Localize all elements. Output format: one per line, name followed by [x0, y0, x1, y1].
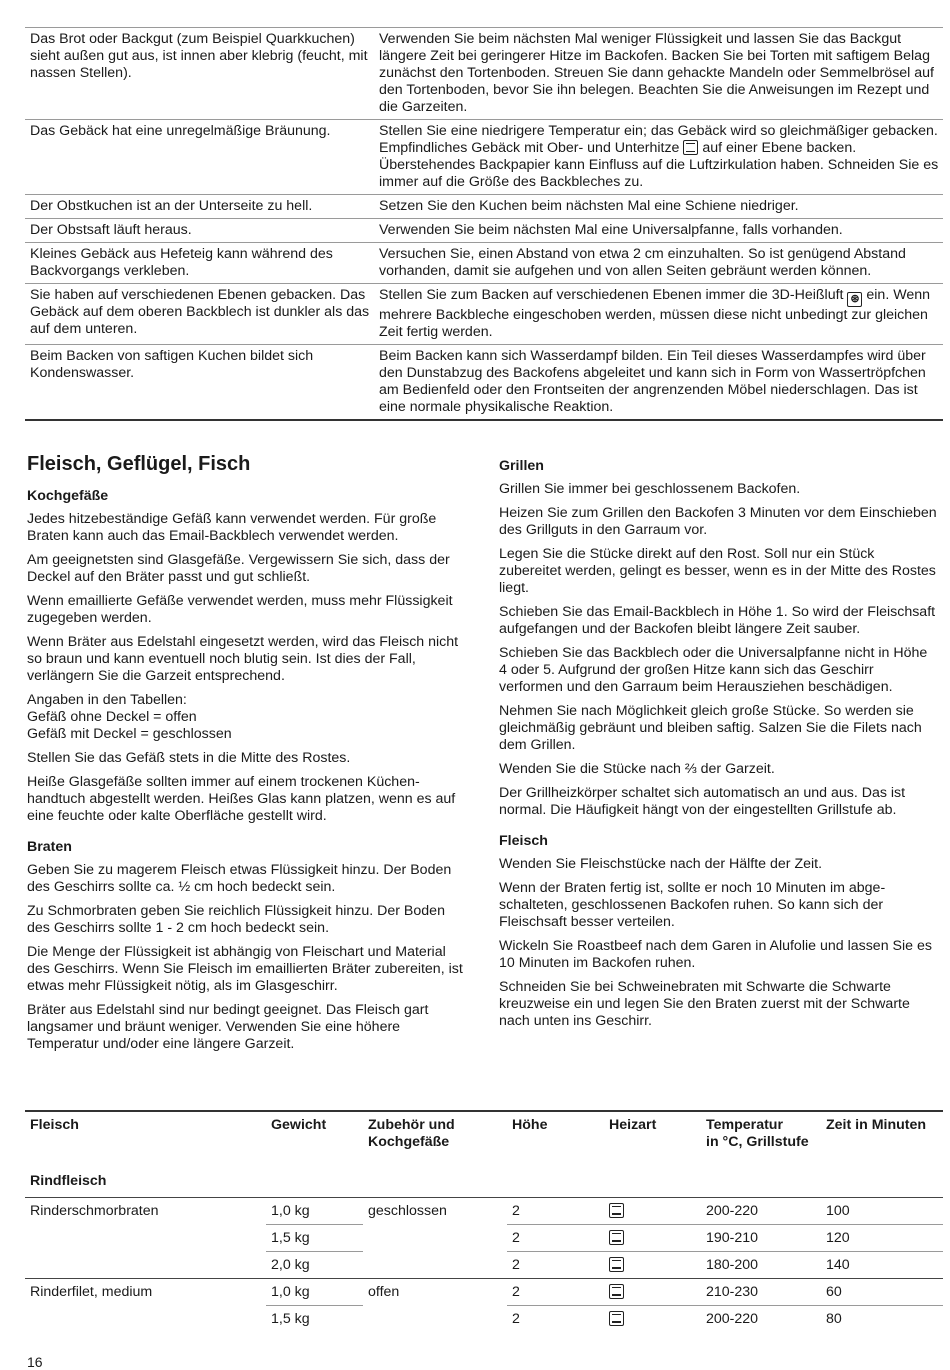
cell-accessory [363, 1251, 507, 1278]
cell-level: 2 [507, 1197, 604, 1224]
solution-cell [375, 284, 943, 345]
meat-cooking-table [25, 1110, 943, 1332]
cell-heat-mode [604, 1197, 701, 1224]
top-bottom-heat-icon [609, 1257, 624, 1272]
solution-cell: Beim Backen kann sich Wasserdampf bilden. Ein Teil dieses Wasserdampfes wird über den Dunstabzug des Backofens abgeleitet und kann sich in Form von Wassertröpfchen am Bedienfeld oder den Frontseiten der angrenzenden Möbel niederschlagen. Das ist eine normale physikalische Reaktion. [375, 345, 943, 421]
cell-heat-mode [604, 1251, 701, 1278]
top-bottom-heat-icon [609, 1203, 624, 1218]
subheading-braten: Braten [27, 839, 72, 855]
cell-temp: 200-220 [701, 1305, 821, 1332]
cell-weight: 2,0 kg [266, 1251, 363, 1278]
right-column [499, 458, 939, 1037]
table-row [25, 195, 943, 219]
problem-cell: Sie haben auf verschiedenen Ebenen gebacken. Das Gebäck auf dem oberen Backblech ist dunkler als das auf dem unteren. [25, 284, 375, 345]
paragraph: Geben Sie zu magerem Fleisch etwas Flüssigkeit hinzu. Der Boden des Geschirrs sollte ca. ½ cm hoch bedeckt sein. [27, 862, 452, 895]
problem-cell: Der Obstkuchen ist an der Unterseite zu hell. [25, 195, 375, 219]
legend-paragraph [27, 692, 467, 743]
paragraph: Zu Schmorbraten geben Sie reichlich Flüssigkeit hinzu. Der Boden des Geschirrs sollte 1 - 2 cm hoch bedeckt sein. [27, 903, 445, 936]
header-line: Temperatur [706, 1117, 783, 1133]
table-row [25, 120, 943, 195]
paragraph: Schieben Sie das Backblech oder die Universalpfanne nicht in Höhe 4 oder 5. Aufgrund der großen Hitze kann sich das Geschirr verformen und den Garraum beim Herausziehen beschädigen. [499, 645, 928, 695]
paragraph: Nehmen Sie nach Möglichkeit gleich große Stücke. So werden sie gleichmäßig gebräunt und bleiben saftig. Salzen Sie die Filets nach dem Grillen. [499, 703, 922, 753]
cell-name: Rinderschmorbraten [25, 1197, 266, 1224]
column-header-zeit: Zeit in Minuten [821, 1111, 943, 1155]
paragraph: Wenn emaillierte Gefäße verwendet werden, muss mehr Flüssigkeit zugegeben werden. [27, 593, 453, 626]
table-row [25, 219, 943, 243]
legend-line: Gefäß ohne Deckel = offen [27, 709, 197, 725]
cell-accessory [363, 1224, 507, 1251]
cell-weight: 1,5 kg [266, 1305, 363, 1332]
cell-time: 120 [821, 1224, 943, 1251]
subheading-fleisch: Fleisch [499, 833, 548, 849]
solution-cell: Setzen Sie den Kuchen beim nächsten Mal eine Schiene niedriger. [375, 195, 943, 219]
solution-text: Stellen Sie eine niedrigere Temperatur ein; das Gebäck wird so gleichmäßiger gebacken. Empfindliches Gebäck mit Ober- und Unterhitze [379, 123, 938, 156]
cell-name: Rinderfilet, medium [25, 1278, 266, 1305]
paragraph: Legen Sie die Stücke direkt auf den Rost. Soll nur ein Stück zubereitet werden, gelingt es besser, wenn es in der Mitte des Rostes liegt. [499, 546, 936, 596]
table-row [25, 284, 943, 345]
cell-time: 140 [821, 1251, 943, 1278]
cell-time: 80 [821, 1305, 943, 1332]
cell-heat-mode [604, 1305, 701, 1332]
column-header-fleisch: Fleisch [25, 1111, 266, 1155]
column-header-zubehoer [363, 1111, 507, 1155]
solution-text: ein. Wenn mehrere Backbleche eingeschoben werden, müssen diese nicht unbedingt zur gleichen Zeit fertig werden. [379, 287, 931, 340]
section-title: Fleisch, Geflügel, Fisch [27, 453, 251, 475]
cell-time: 60 [821, 1278, 943, 1305]
cell-time: 100 [821, 1197, 943, 1224]
cell-heat-mode [604, 1278, 701, 1305]
legend-line: Gefäß mit Deckel = geschlossen [27, 726, 232, 742]
column-header-heizart: Heizart [604, 1111, 701, 1155]
cell-temp: 200-220 [701, 1197, 821, 1224]
header-line: in °C, Grillstufe [706, 1134, 809, 1150]
table-row [25, 1251, 943, 1278]
cell-accessory: offen [363, 1278, 507, 1305]
cell-temp: 210-230 [701, 1278, 821, 1305]
cell-accessory [363, 1305, 507, 1332]
cell-name [25, 1305, 266, 1332]
paragraph: Schneiden Sie bei Schweinebraten mit Schwarte die Schwarte kreuzweise ein und legen Sie den Braten zuerst mit der Schwarte nach unten ins Geschirr. [499, 979, 910, 1029]
top-bottom-heat-icon [683, 140, 698, 155]
paragraph: Der Grillheizkörper schaltet sich automatisch an und aus. Das ist normal. Die Häufigkeit hängt von der eingestellten Grillstufe ab. [499, 785, 906, 818]
paragraph: Grillen Sie immer bei geschlossenem Backofen. [499, 481, 801, 497]
top-bottom-heat-icon [609, 1311, 624, 1326]
paragraph: Wenn Bräter aus Edelstahl eingesetzt werden, wird das Fleisch nicht so braun und kann eventuell noch blutig sein. Ist dies der Fall, verlängern Sie die Garzeit entsprechend. [27, 634, 459, 684]
column-header-hoehe: Höhe [507, 1111, 604, 1155]
paragraph: Schieben Sie das Email-Backblech in Höhe 1. So wird der Fleischsaft aufgefangen und der Backofen bleibt längere Zeit sauber. [499, 604, 936, 637]
paragraph: Bräter aus Edelstahl sind nur bedingt geeignet. Das Fleisch gart langsamer und bräunt weniger. Verwenden Sie eine höhere Temperatur und/oder eine längere Garzeit. [27, 1002, 429, 1052]
cell-heat-mode [604, 1224, 701, 1251]
cell-temp: 180-200 [701, 1251, 821, 1278]
page-number: 16 [27, 1354, 43, 1370]
cell-name [25, 1224, 266, 1251]
header-line: Zubehör und [368, 1117, 455, 1133]
header-line: Kochgefäße [368, 1134, 450, 1150]
table-row [25, 243, 943, 284]
paragraph: Wenden Sie die Stücke nach ⅔ der Garzeit. [499, 761, 775, 777]
subheading-grillen: Grillen [499, 458, 544, 474]
problem-cell: Das Gebäck hat eine unregelmäßige Bräunung. [25, 120, 375, 195]
problem-cell: Kleines Gebäck aus Hefeteig kann während des Backvorgangs verkleben. [25, 243, 375, 284]
cell-weight: 1,0 kg [266, 1197, 363, 1224]
cell-name [25, 1251, 266, 1278]
cell-level: 2 [507, 1224, 604, 1251]
top-bottom-heat-icon [609, 1284, 624, 1299]
paragraph: Am geeignetsten sind Glasgefäße. Vergewissern Sie sich, dass der Deckel auf den Bräter passt und gut schließt. [27, 552, 450, 585]
paragraph: Stellen Sie das Gefäß stets in die Mitte des Rostes. [27, 750, 351, 766]
troubleshooting-table [25, 27, 943, 421]
legend-line: Angaben in den Tabellen: [27, 692, 187, 708]
paragraph: Heiße Glasgefäße sollten immer auf einem trockenen Küchenhandtuch abgestellt werden. Heißes Glas kann platzen, wenn es auf eine feuchte oder kalte Oberfläche gestellt wird. [27, 774, 456, 824]
problem-cell: Der Obstsaft läuft heraus. [25, 219, 375, 243]
paragraph: Heizen Sie zum Grillen den Backofen 3 Minuten vor dem Einschieben des Grillguts in den Garraum vor. [499, 505, 937, 538]
table-header-row [25, 1111, 943, 1155]
solution-cell: Verwenden Sie beim nächsten Mal weniger Flüssigkeit und lassen Sie das Backgut längere Zeit bei geringerer Hitze im Backofen. Backen Sie bei Torten mit saftigem Belag zunächst den Tortenboden. Streuen Sie dann gehackte Mandeln oder Semmelbrösel auf den Tortenboden, bevor Sie ihn belegen. Beachten Sie die Anweisungen im Rezept und die Garzeiten. [375, 28, 943, 120]
left-column [27, 452, 467, 1060]
paragraph: Jedes hitzebeständige Gefäß kann verwendet werden. Für große Braten kann auch das Email-Backblech verwendet werden. [27, 511, 437, 544]
table-row [25, 1224, 943, 1251]
cell-level: 2 [507, 1305, 604, 1332]
solution-text: Stellen Sie zum Backen auf verschiedenen Ebenen immer die 3D-Heißluft [379, 287, 844, 303]
cell-level: 2 [507, 1251, 604, 1278]
solution-text: auf einer Ebene backen. Überstehendes Backpapier kann Einfluss auf die Luftzirkulation haben. Schneiden Sie es immer auf die Größe des Backbleches zu. [379, 140, 939, 190]
problem-cell: Das Brot oder Backgut (zum Beispiel Quarkkuchen) sieht außen gut aus, ist innen aber klebrig (feucht, mit nassen Stellen). [25, 28, 375, 120]
paragraph: Wenden Sie Fleischstücke nach der Hälfte der Zeit. [499, 856, 823, 872]
top-bottom-heat-icon [609, 1230, 624, 1245]
paragraph: Wenn der Braten fertig ist, sollte er noch 10 Minuten im abgeschalteten, geschlossenen Backofen ruhen. So kann sich der Fleischsaft besser verteilen. [499, 880, 886, 930]
subheading-kochgefaesse: Kochgefäße [27, 488, 109, 504]
column-header-gewicht: Gewicht [266, 1111, 363, 1155]
table-row [25, 1197, 943, 1224]
cell-accessory: geschlossen [363, 1197, 507, 1224]
cell-temp: 190-210 [701, 1224, 821, 1251]
category-label: Rindfleisch [30, 1173, 107, 1189]
solution-cell: Versuchen Sie, einen Abstand von etwa 2 cm einzuhalten. So ist genügend Abstand vorhanden, damit sie aufgehen und von allen Seiten gebräunt werden können. [375, 243, 943, 284]
3d-hot-air-icon: ⊛ [847, 292, 862, 307]
solution-cell: Verwenden Sie beim nächsten Mal eine Universalpfanne, falls vorhanden. [375, 219, 943, 243]
cell-weight: 1,0 kg [266, 1278, 363, 1305]
category-row [25, 1155, 943, 1197]
cell-weight: 1,5 kg [266, 1224, 363, 1251]
table-row [25, 28, 943, 120]
problem-cell: Beim Backen von saftigen Kuchen bildet sich Kondenswasser. [25, 345, 375, 421]
paragraph: Wickeln Sie Roastbeef nach dem Garen in Alufolie und lassen Sie es 10 Minuten im Backofen ruhen. [499, 938, 932, 971]
table-row [25, 345, 943, 421]
column-header-temperatur [701, 1111, 821, 1155]
table-row [25, 1278, 943, 1305]
solution-cell [375, 120, 943, 195]
table-row [25, 1305, 943, 1332]
paragraph: Die Menge der Flüssigkeit ist abhängig von Fleischart und Material des Geschirrs. Wenn Sie Fleisch im emaillierten Bräter zubereiten, ist etwas mehr Flüssigkeit nötig, als im Glasgeschirr. [27, 944, 463, 994]
cell-level: 2 [507, 1278, 604, 1305]
